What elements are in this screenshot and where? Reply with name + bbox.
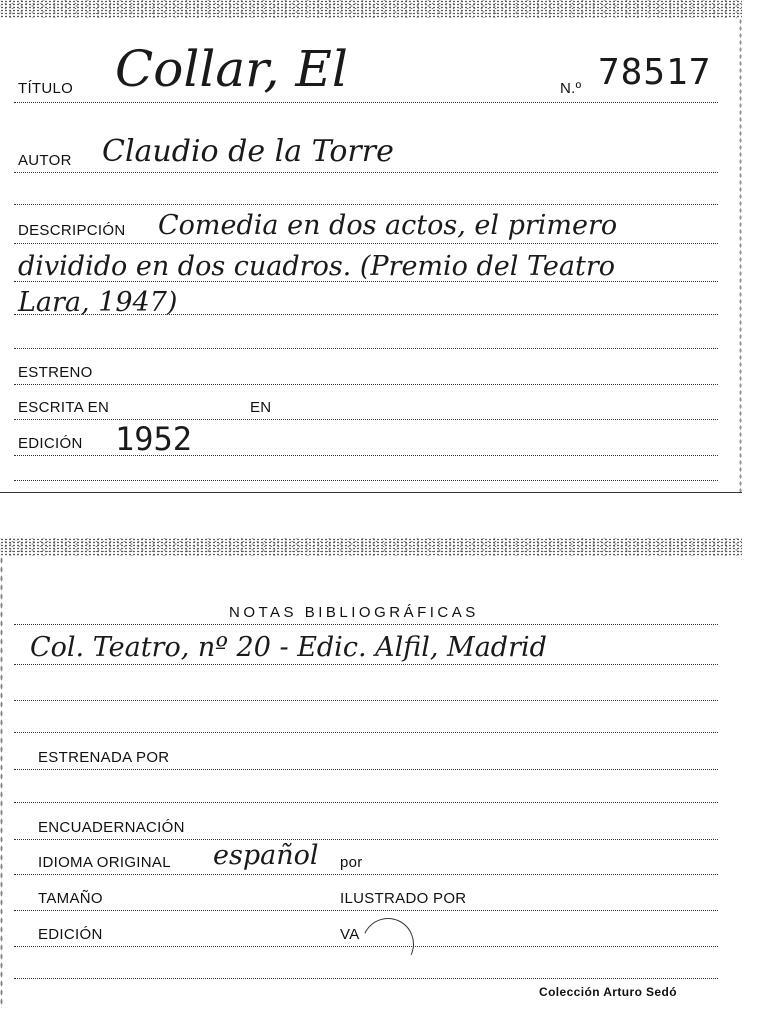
titulo-value: Collar, El (115, 40, 348, 98)
edicion-label: EDICIÓN (18, 435, 83, 452)
bottom-line (14, 480, 718, 481)
notas-title-line (14, 624, 718, 625)
descripcion-line-2: dividido en dos cuadros. (Premio del Teatro (18, 251, 615, 282)
idioma-value: español (213, 840, 319, 871)
card-edge-texture (0, 0, 742, 18)
notas-title: NOTAS BIBLIOGRÁFICAS (229, 604, 479, 621)
blank-line-4 (14, 732, 718, 733)
tamano-label: TAMAÑO (38, 890, 103, 907)
idioma-line (14, 874, 718, 875)
descripcion-label: DESCRIPCIÓN (18, 222, 126, 239)
va-label: VA (340, 926, 360, 943)
escrita-label: ESCRITA EN (18, 399, 110, 416)
blank-line (14, 204, 718, 205)
por-label: por (340, 854, 363, 871)
estreno-label: ESTRENO (18, 364, 93, 381)
estrenada-line (14, 769, 718, 770)
edicion-value: 1952 (115, 420, 193, 458)
titulo-label: TÍTULO (18, 80, 74, 97)
autor-value: Claudio de la Torre (102, 134, 394, 169)
blank-line-2 (14, 348, 718, 349)
blank-line-5 (14, 802, 718, 803)
encuadernacion-label: ENCUADERNACIÓN (38, 819, 185, 836)
descripcion-line-3: Lara, 1947) (18, 287, 178, 318)
descripcion-line-rule-1 (14, 243, 718, 244)
edicion-label-bottom: EDICIÓN (38, 926, 103, 943)
descripcion-line-rule-2 (14, 281, 718, 282)
collection-footer: Colección Arturo Sedó (539, 985, 677, 999)
bottom-line-2 (14, 978, 718, 979)
estreno-line (14, 384, 718, 385)
blank-line-3 (14, 700, 718, 701)
encuadernacion-line (14, 839, 718, 840)
idioma-label: IDIOMA ORIGINAL (38, 854, 171, 871)
notas-value: Col. Teatro, nº 20 - Edic. Alfil, Madrid (30, 632, 547, 663)
card-edge-right (739, 18, 742, 492)
estrenada-label: ESTRENADA POR (38, 749, 170, 766)
notas-line (14, 664, 718, 665)
card-edge-texture (0, 538, 742, 556)
numero-label: N.º (560, 80, 582, 97)
en-label: EN (250, 399, 272, 416)
descripcion-line-rule-3 (14, 314, 718, 315)
edicion-line (14, 455, 718, 456)
autor-line (14, 172, 718, 173)
ilustrado-label: ILUSTRADO POR (340, 890, 467, 907)
autor-label: AUTOR (18, 152, 72, 169)
card-edge-left (0, 556, 3, 1008)
catalog-card-top (0, 0, 742, 493)
tamano-line (14, 910, 718, 911)
titulo-line (14, 102, 718, 103)
numero-value: 78517 (598, 52, 712, 93)
descripcion-line-1: Comedia en dos actos, el primero (158, 210, 618, 241)
